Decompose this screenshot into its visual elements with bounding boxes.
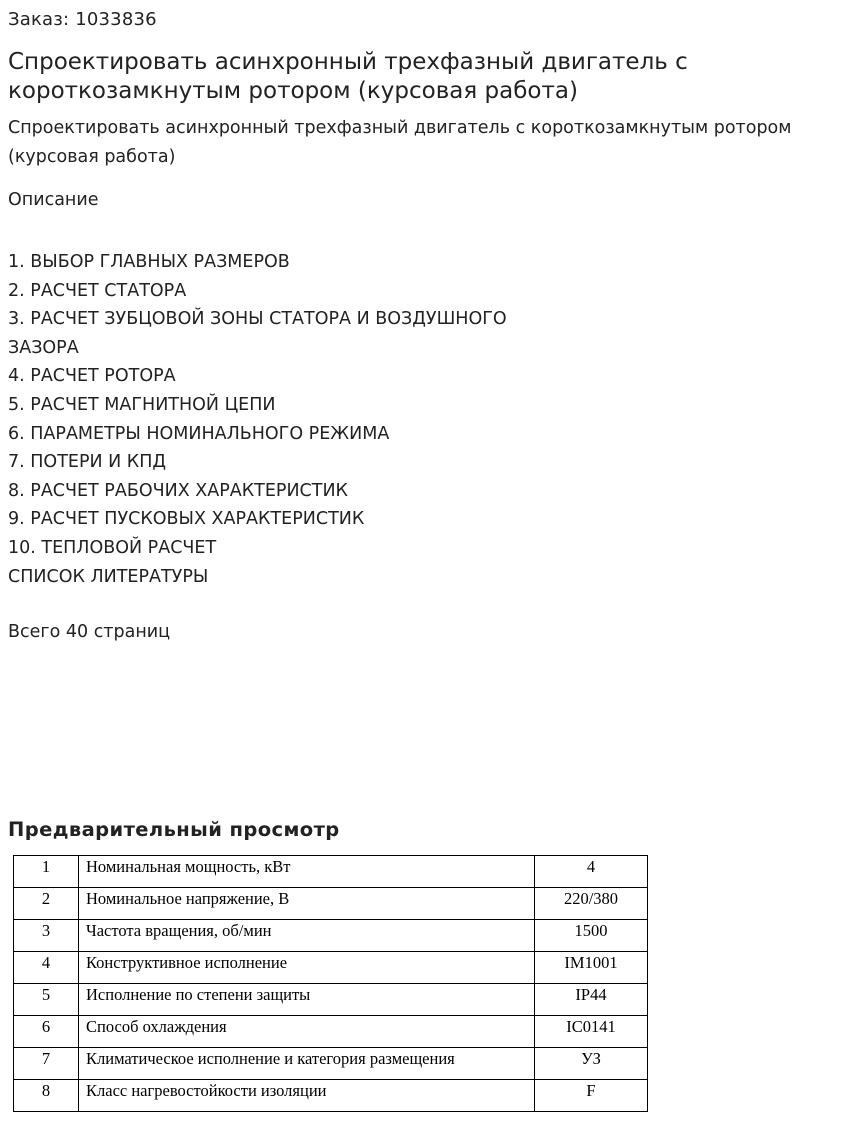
table-of-contents	[8, 248, 568, 591]
parameter-value: IC0141	[535, 1016, 648, 1048]
description-label: Описание	[8, 190, 99, 210]
preview-table	[13, 855, 648, 1112]
row-number: 6	[14, 1016, 79, 1048]
parameter-value: 4	[535, 856, 648, 888]
row-number: 2	[14, 888, 79, 920]
preview-heading: Предварительный просмотр	[8, 818, 340, 841]
parameter-value: 1500	[535, 920, 648, 952]
parameter-name: Климатическое исполнение и категория размещения	[79, 1048, 535, 1080]
table-row	[14, 952, 648, 984]
row-number: 1	[14, 856, 79, 888]
parameter-value: IP44	[535, 984, 648, 1016]
table-row	[14, 1016, 648, 1048]
parameter-name: Способ охлаждения	[79, 1016, 535, 1048]
row-number: 5	[14, 984, 79, 1016]
toc-item: 7. ПОТЕРИ И КПД	[8, 452, 167, 473]
toc-item: 2. РАСЧЕТ СТАТОРА	[8, 280, 187, 301]
toc-item: 4. РАСЧЕТ РОТОРА	[8, 366, 176, 387]
table-row	[14, 984, 648, 1016]
parameter-value: IM1001	[535, 952, 648, 984]
table-row	[14, 888, 648, 920]
parameter-name: Частота вращения, об/мин	[79, 920, 535, 952]
parameter-value: F	[535, 1080, 648, 1112]
order-number: Заказ: 1033836	[8, 9, 157, 30]
parameter-name: Номинальная мощность, кВт	[79, 856, 535, 888]
toc-item: 8. РАСЧЕТ РАБОЧИХ ХАРАКТЕРИСТИК	[8, 480, 348, 501]
toc-item: 3. РАСЧЕТ ЗУБЦОВОЙ ЗОНЫ СТАТОРА И ВОЗДУШНОГО ЗАЗОРА	[8, 309, 507, 358]
parameter-value: 220/380	[535, 888, 648, 920]
parameter-name: Класс нагревостойкости изоляции	[79, 1080, 535, 1112]
row-number: 3	[14, 920, 79, 952]
page-subtitle: Спроектировать асинхронный трехфазный двигатель с короткозамкнутым ротором (курсовая работа)	[8, 118, 792, 167]
row-number: 8	[14, 1080, 79, 1112]
row-number: 4	[14, 952, 79, 984]
page-title: Спроектировать асинхронный трехфазный двигатель с короткозамкнутым ротором (курсовая работа)	[8, 49, 688, 104]
toc-item: 1. ВЫБОР ГЛАВНЫХ РАЗМЕРОВ	[8, 252, 290, 272]
toc-item: 5. РАСЧЕТ МАГНИТНОЙ ЦЕПИ	[8, 394, 276, 415]
row-number: 7	[14, 1048, 79, 1080]
toc-item: 10. ТЕПЛОВОЙ РАСЧЕТ	[8, 537, 217, 558]
table-row	[14, 1048, 648, 1080]
parameter-name: Исполнение по степени защиты	[79, 984, 535, 1016]
toc-item: 9. РАСЧЕТ ПУСКОВЫХ ХАРАКТЕРИСТИК	[8, 509, 365, 530]
total-pages: Всего 40 страниц	[8, 622, 171, 642]
parameter-value: УЗ	[535, 1048, 648, 1080]
toc-item: СПИСОК ЛИТЕРАТУРЫ	[8, 566, 209, 587]
table-row	[14, 920, 648, 952]
table-row	[14, 1080, 648, 1112]
toc-item: 6. ПАРАМЕТРЫ НОМИНАЛЬНОГО РЕЖИМА	[8, 423, 390, 444]
parameter-name: Номинальное напряжение, В	[79, 888, 535, 920]
parameter-name: Конструктивное исполнение	[79, 952, 535, 984]
table-row	[14, 856, 648, 888]
